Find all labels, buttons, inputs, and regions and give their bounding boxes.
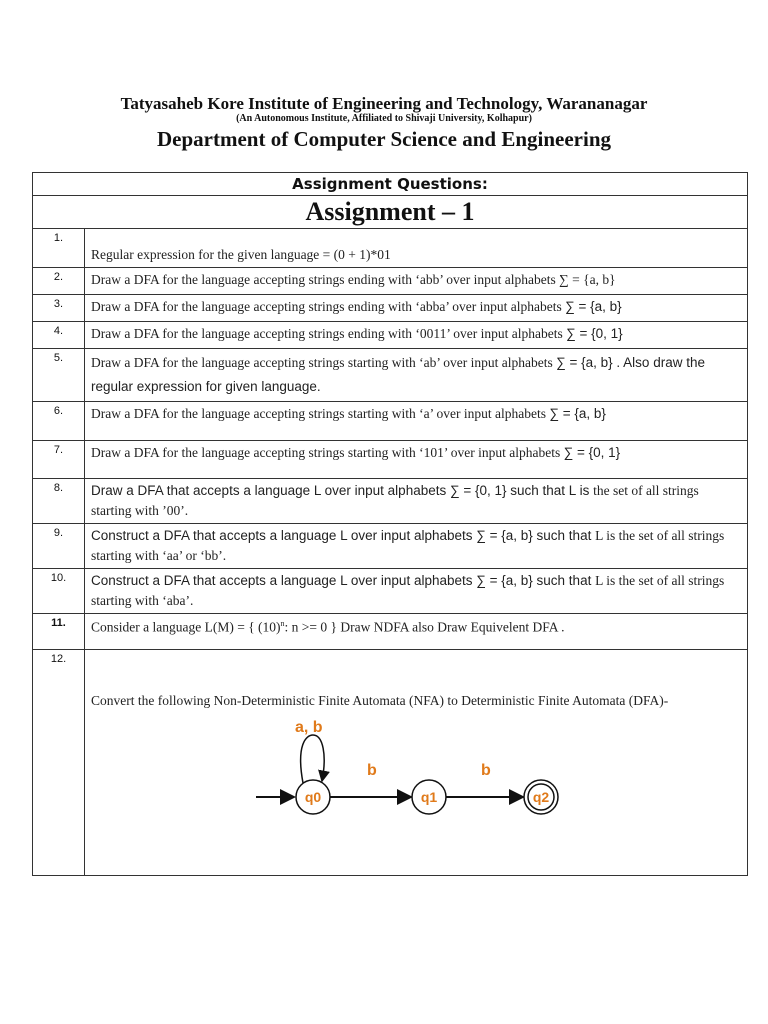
table-row — [33, 614, 748, 650]
text-part: Draw a DFA for the language accepting strings starting with ‘ab’ over input alphabets — [91, 355, 557, 370]
question-text — [85, 349, 748, 402]
text-part: : n >= 0 } Draw NDFA also Draw Equivelent DFA . — [284, 619, 565, 635]
text-part: ∑ = {a, b} . Also draw the regular expression for given language. — [91, 355, 705, 394]
question-text — [85, 441, 748, 479]
question-text: Draw a DFA for the language accepting strings ending with ‘abb’ over input alphabets ∑ = {a, b} — [85, 268, 748, 295]
text-part: ∑ = {0, 1} — [566, 326, 623, 341]
question-text — [85, 295, 748, 322]
question-text — [85, 650, 748, 876]
text-part: ∑ = {0, 1} — [563, 445, 621, 460]
table-row — [33, 349, 748, 402]
question-number: 5. — [33, 349, 85, 402]
question-number: 3. — [33, 295, 85, 322]
table-row — [33, 524, 748, 569]
question-number: 10. — [33, 569, 85, 614]
text-part: Consider a language L(M) = { (10) — [91, 619, 281, 635]
question-text — [85, 569, 748, 614]
text-part: ∑ = {a, b} — [565, 299, 622, 314]
self-loop-arrow — [301, 735, 325, 783]
state-label: q0 — [304, 789, 322, 805]
text-part: Draw a DFA that accepts a language L over input alphabets ∑ = {0, 1} such that L is — [91, 483, 594, 498]
question-text — [85, 524, 748, 569]
superscript: n — [280, 619, 285, 628]
table-row — [33, 569, 748, 614]
question-number: 12. — [33, 650, 85, 876]
institute-name: Tatyasaheb Kore Institute of Engineering and Technology, Warananagar — [120, 94, 648, 113]
table-row — [33, 650, 748, 876]
affiliation: (An Autonomous Institute, Affiliated to Shivaji University, Kolhapur) — [236, 113, 532, 124]
table-row — [33, 295, 748, 322]
state-label: q1 — [420, 789, 438, 805]
text-part: Construct a DFA that accepts a language L over input alphabets ∑ = {a, b} such that — [91, 573, 596, 588]
question-number: 1. — [33, 229, 85, 268]
table-row — [33, 322, 748, 349]
table-row — [33, 402, 748, 441]
text-part: the set of all strings starting with ’00’. — [91, 483, 699, 518]
assignment-title: Assignment – 1 — [33, 196, 748, 229]
question-number: 6. — [33, 402, 85, 441]
question-number: 11. — [33, 614, 85, 650]
text-part: L is the set of all strings starting with ‘aba’. — [91, 573, 725, 608]
text-part: Draw a DFA for the language accepting strings starting with ‘101’ over input alphabets — [91, 445, 564, 460]
question-text — [85, 479, 748, 524]
question-text — [85, 614, 748, 650]
assignment-table — [32, 172, 748, 876]
text-part: L is the set of all strings starting with ‘aa’ or ‘bb’. — [91, 528, 725, 563]
loop-label: a, b — [295, 720, 323, 736]
question-text — [85, 322, 748, 349]
text-part: Convert the following Non-Deterministic Finite Automata (NFA) to Deterministic Finite Automata (DFA)- — [91, 693, 669, 708]
edge-label: b — [481, 762, 491, 779]
table-row — [33, 441, 748, 479]
table-row — [33, 268, 748, 295]
department-title: Department of Computer Science and Engineering — [157, 127, 611, 151]
text-part: Draw a DFA for the language accepting strings ending with ‘abba’ over input alphabets — [91, 299, 566, 314]
question-number: 7. — [33, 441, 85, 479]
nfa-diagram — [91, 720, 711, 830]
text-part: Draw a DFA for the language accepting strings starting with ‘a’ over input alphabets — [91, 406, 550, 421]
question-number: 2. — [33, 268, 85, 295]
text-part: ∑ = {a, b} — [549, 406, 606, 421]
table-row — [33, 479, 748, 524]
question-number: 4. — [33, 322, 85, 349]
question-number: 9. — [33, 524, 85, 569]
question-text: Regular expression for the given language = (0 + 1)*01 — [85, 229, 748, 268]
table-heading: Assignment Questions: — [33, 173, 748, 196]
state-label: q2 — [532, 789, 550, 805]
question-number: 8. — [33, 479, 85, 524]
edge-label: b — [367, 762, 377, 779]
question-text — [85, 402, 748, 441]
text-part: Construct a DFA that accepts a language L over input alphabets ∑ = {a, b} such that — [91, 528, 596, 543]
table-row — [33, 229, 748, 268]
text-part: Draw a DFA for the language accepting strings ending with ‘0011’ over input alphabets — [91, 326, 567, 341]
